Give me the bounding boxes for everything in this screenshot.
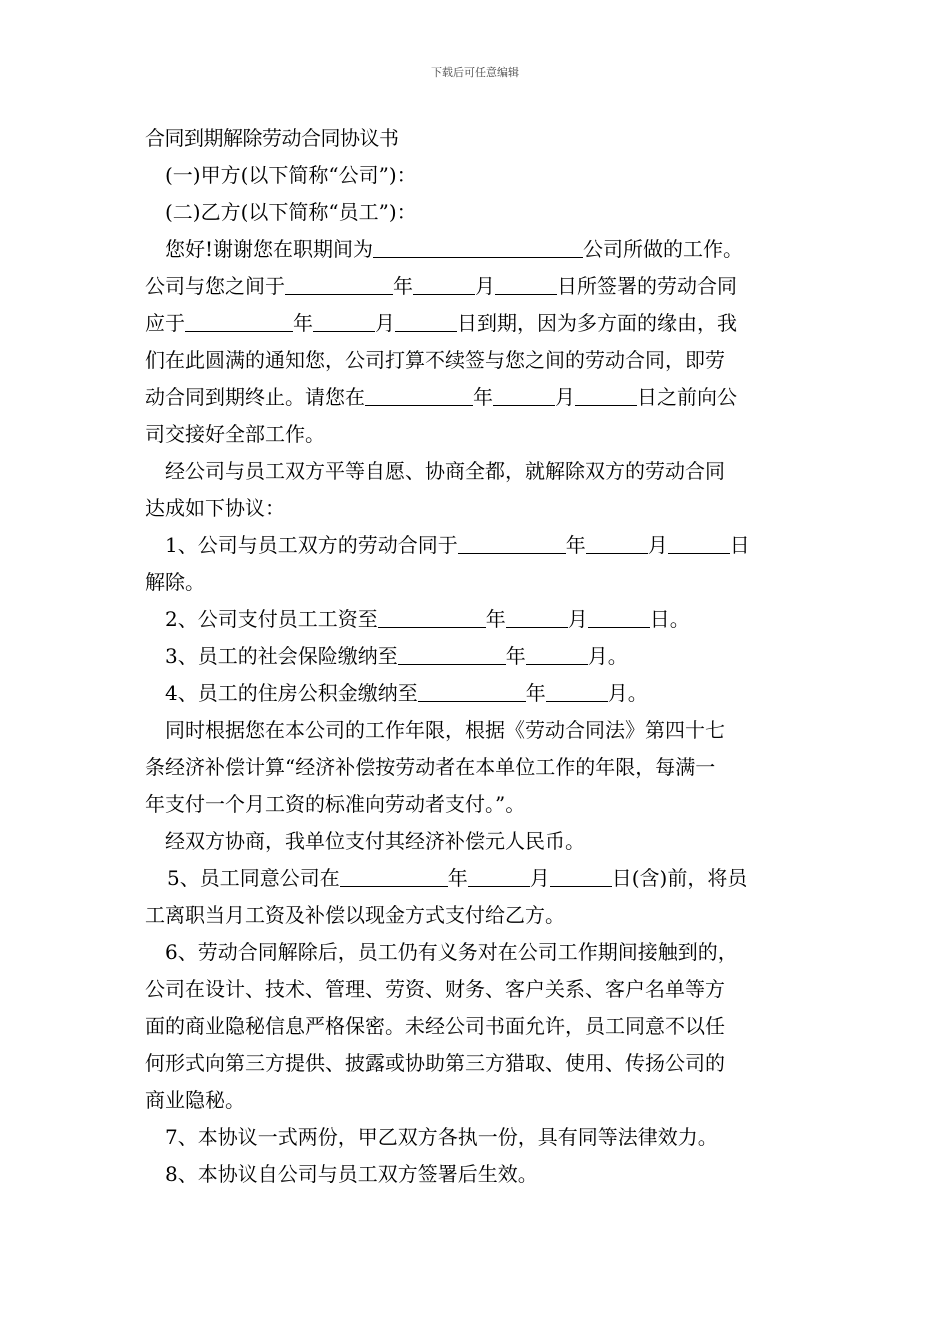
year-blank[interactable] xyxy=(340,868,448,887)
law-paragraph-2: 条经济补偿计算“经济补偿按劳动者在本单位工作的年限，每满一 xyxy=(145,755,716,779)
text: 1、公司与员工双方的劳动合同于 xyxy=(165,533,458,557)
sign-date-line xyxy=(145,268,807,305)
month-blank[interactable] xyxy=(506,609,568,628)
text: 公司与您之间于 xyxy=(145,274,285,298)
year-blank[interactable] xyxy=(365,387,473,406)
year-blank[interactable] xyxy=(418,683,526,702)
text: 月。 xyxy=(587,644,628,668)
text: 月 xyxy=(567,607,588,631)
item-6-line-2: 公司在设计、技术、管理、劳资、财务、客户关系、客户名单等方 xyxy=(145,977,725,1001)
month-blank[interactable] xyxy=(586,535,648,554)
greeting-end: 公司所做的工作。 xyxy=(583,237,744,261)
year-blank[interactable] xyxy=(185,313,293,332)
text: 年 xyxy=(393,274,413,298)
item-4 xyxy=(145,675,807,712)
law-paragraph-3: 年支付一个月工资的标准向劳动者支付。”。 xyxy=(145,792,526,816)
text: 日 xyxy=(729,533,750,557)
item-5 xyxy=(145,860,807,897)
text: 5、员工同意公司在 xyxy=(167,866,340,890)
item-6-line-1: 6、劳动合同解除后，员工仍有义务对在公司工作期间接触到的， xyxy=(165,940,738,964)
item-8: 8、本协议自公司与员工双方签署后生效。 xyxy=(165,1162,538,1186)
text: 年 xyxy=(473,385,493,409)
party-a: (一)甲方(以下简称“公司”)： xyxy=(165,163,417,187)
item-6-line-5: 商业隐秘。 xyxy=(145,1088,245,1112)
month-blank[interactable] xyxy=(468,868,530,887)
compensation-line: 经双方协商，我单位支付其经济补偿元人民币。 xyxy=(165,829,585,853)
text: 动合同到期终止。请您在 xyxy=(145,385,365,409)
month-blank[interactable] xyxy=(526,646,588,665)
item-5-cont: 工离职当月工资及补偿以现金方式支付给乙方。 xyxy=(145,903,565,927)
header-note: 下载后可任意编辑 xyxy=(431,66,519,79)
month-blank[interactable] xyxy=(313,313,375,332)
day-blank[interactable] xyxy=(588,609,650,628)
text: 月 xyxy=(475,274,495,298)
text: 年 xyxy=(525,681,546,705)
day-blank[interactable] xyxy=(395,313,457,332)
document-body xyxy=(145,120,807,1193)
item-1 xyxy=(145,527,807,564)
text: 2、公司支付员工工资至 xyxy=(165,607,378,631)
item-2 xyxy=(145,601,807,638)
party-b: (二)乙方(以下简称“员工”)： xyxy=(165,200,417,224)
text: 3、员工的社会保险缴纳至 xyxy=(165,644,398,668)
text: 日之前向公 xyxy=(637,385,737,409)
text: 月。 xyxy=(607,681,648,705)
company-name-blank[interactable] xyxy=(373,239,583,258)
text: 月 xyxy=(529,866,550,890)
item-1-cont: 解除。 xyxy=(145,570,205,594)
item-6-line-3: 面的商业隐秘信息严格保密。未经公司书面允许，员工同意不以任 xyxy=(145,1014,725,1038)
year-blank[interactable] xyxy=(285,276,393,295)
item-6-line-4: 何形式向第三方提供、披露或协助第三方猎取、使用、传扬公司的 xyxy=(145,1051,725,1075)
text: 日(含)前，将员 xyxy=(611,866,748,890)
greeting-start: 您好!谢谢您在职期间为 xyxy=(165,237,374,261)
day-blank[interactable] xyxy=(550,868,612,887)
text: 年 xyxy=(447,866,468,890)
notice-line: 们在此圆满的通知您，公司打算不续签与您之间的劳动合同，即劳 xyxy=(145,348,725,372)
agreement-intro: 经公司与员工双方平等自愿、协商全都，就解除双方的劳动合同 xyxy=(165,459,725,483)
item-3 xyxy=(145,638,807,675)
year-blank[interactable] xyxy=(378,609,486,628)
month-blank[interactable] xyxy=(493,387,555,406)
year-blank[interactable] xyxy=(458,535,566,554)
text: 月 xyxy=(555,385,575,409)
text: 日。 xyxy=(649,607,690,631)
text: 日所签署的劳动合同 xyxy=(557,274,737,298)
text: 年 xyxy=(293,311,313,335)
text: 月 xyxy=(647,533,668,557)
day-blank[interactable] xyxy=(495,276,557,295)
text: 4、员工的住房公积金缴纳至 xyxy=(165,681,418,705)
year-blank[interactable] xyxy=(398,646,506,665)
text: 年 xyxy=(565,533,586,557)
law-paragraph-1: 同时根据您在本公司的工作年限，根据《劳动合同法》第四十七 xyxy=(165,718,725,742)
text: 年 xyxy=(485,607,506,631)
text: 日到期，因为多方面的缘由，我 xyxy=(457,311,737,335)
text: 年 xyxy=(505,644,526,668)
day-blank[interactable] xyxy=(668,535,730,554)
handover-line: 司交接好全部工作。 xyxy=(145,422,325,446)
item-7: 7、本协议一式两份，甲乙双方各执一份，具有同等法律效力。 xyxy=(165,1125,718,1149)
document-title: 合同到期解除劳动合同协议书 xyxy=(145,126,399,150)
month-blank[interactable] xyxy=(546,683,608,702)
greeting-line xyxy=(145,231,807,268)
text: 月 xyxy=(375,311,395,335)
month-blank[interactable] xyxy=(413,276,475,295)
handover-date-line xyxy=(145,379,807,416)
expire-date-line xyxy=(145,305,807,342)
agreement-intro-cont: 达成如下协议： xyxy=(145,496,285,520)
day-blank[interactable] xyxy=(575,387,637,406)
text: 应于 xyxy=(145,311,185,335)
